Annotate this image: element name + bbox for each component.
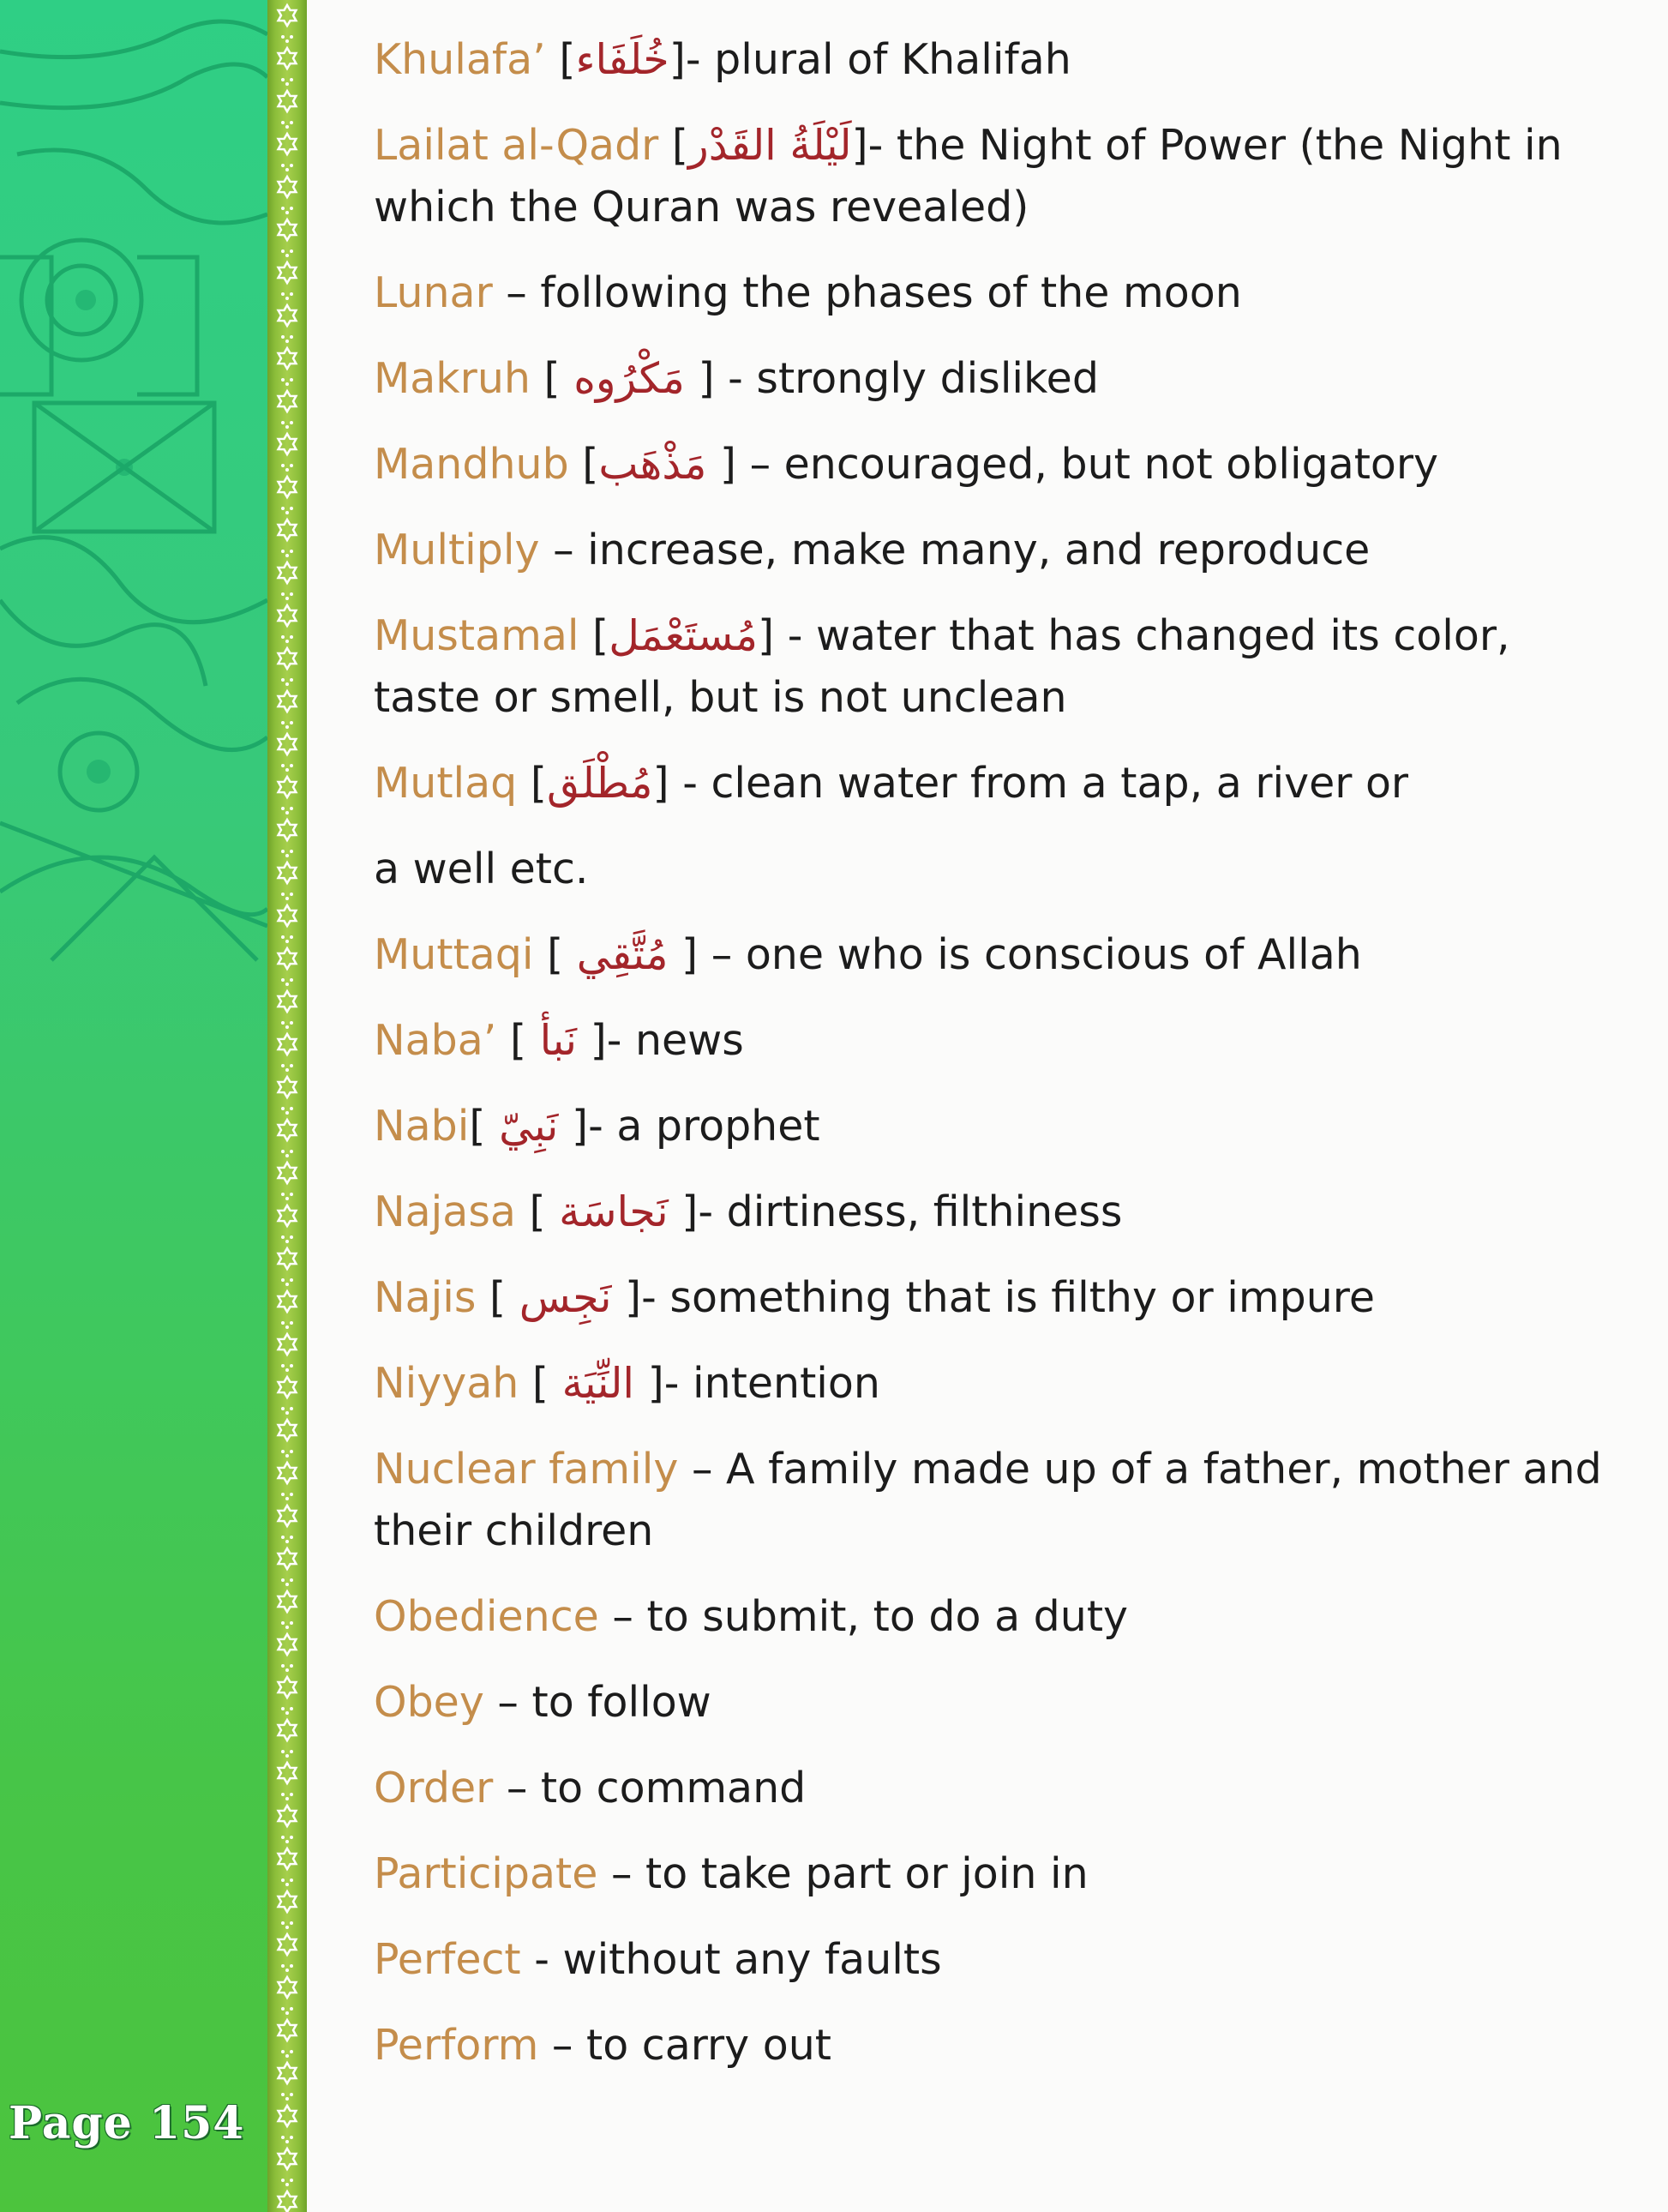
dot-ornament bbox=[290, 1750, 293, 1753]
star-ornament bbox=[279, 562, 297, 583]
entry-term: Obey bbox=[374, 1678, 484, 1727]
star-ornament bbox=[279, 1506, 297, 1526]
dot-ornament bbox=[281, 2093, 285, 2096]
glossary-entry bbox=[374, 753, 1617, 814]
dot-ornament bbox=[290, 1878, 293, 1882]
star-ornament bbox=[279, 1891, 297, 1912]
dot-ornament bbox=[281, 421, 285, 424]
star-ornament bbox=[279, 1591, 297, 1612]
glossary-entry bbox=[374, 839, 1617, 900]
glossary-entry bbox=[374, 1929, 1617, 1991]
entry-arabic: نَبأ bbox=[539, 1016, 578, 1065]
star-ornament bbox=[279, 1034, 297, 1055]
dot-ornament bbox=[290, 1921, 293, 1925]
glossary-entry bbox=[374, 115, 1617, 238]
dot-ornament bbox=[285, 1068, 289, 1072]
entry-post: – to submit, to do a duty bbox=[598, 1592, 1129, 1641]
dot-ornament bbox=[281, 1921, 285, 1925]
dot-ornament bbox=[290, 1578, 293, 1582]
dot-ornament bbox=[285, 1711, 289, 1715]
glossary-entry bbox=[374, 1586, 1617, 1648]
dot-ornament bbox=[285, 1325, 289, 1329]
star-ornament bbox=[279, 863, 297, 883]
dot-ornament bbox=[290, 1664, 293, 1668]
dot-ornament bbox=[285, 1197, 289, 1200]
dot-ornament bbox=[285, 2097, 289, 2101]
dot-ornament bbox=[281, 1321, 285, 1325]
dot-ornament bbox=[290, 1964, 293, 1968]
dot-ornament bbox=[281, 1707, 285, 1710]
entry-arabic: مَكْرُوه bbox=[573, 354, 685, 403]
entry-term: Nabi bbox=[374, 1102, 470, 1151]
dot-ornament bbox=[290, 550, 293, 553]
dot-ornament bbox=[285, 682, 289, 686]
star-ornament bbox=[279, 820, 297, 840]
dot-ornament bbox=[285, 554, 289, 557]
star-ornament bbox=[279, 305, 297, 326]
glossary-entry bbox=[374, 29, 1617, 91]
dot-ornament bbox=[281, 1536, 285, 1539]
entry-term: Naba’ bbox=[374, 1016, 497, 1065]
star-ornament bbox=[279, 948, 297, 969]
glossary-entry bbox=[374, 2015, 1617, 2077]
entry-post: ] - clean water from a tap, a river or bbox=[652, 759, 1409, 808]
dot-ornament bbox=[281, 378, 285, 382]
dot-ornament bbox=[285, 725, 289, 729]
dot-ornament bbox=[281, 2136, 285, 2139]
glossary-entry bbox=[374, 1758, 1617, 1819]
star-ornament bbox=[279, 1977, 297, 1998]
star-ornament bbox=[279, 348, 297, 369]
entry-pre: [ bbox=[545, 35, 576, 84]
star-ornament bbox=[279, 1848, 297, 1869]
dot-ornament bbox=[290, 78, 293, 81]
dot-ornament bbox=[290, 764, 293, 767]
star-ornament bbox=[279, 1077, 297, 1097]
dot-ornament bbox=[290, 678, 293, 682]
dot-ornament bbox=[290, 335, 293, 339]
star-ornament bbox=[279, 2149, 297, 2169]
glossary-entry bbox=[374, 1439, 1617, 1562]
star-ornament bbox=[279, 1248, 297, 1269]
entry-post: – following the phases of the moon bbox=[492, 268, 1242, 317]
star-ornament bbox=[279, 991, 297, 1012]
entry-pre: [ bbox=[496, 1016, 540, 1065]
glossary-entry bbox=[374, 1672, 1617, 1734]
dot-ornament bbox=[281, 1278, 285, 1282]
entry-term: Mustamal bbox=[374, 611, 579, 660]
dot-ornament bbox=[281, 335, 285, 339]
dot-ornament bbox=[285, 511, 289, 514]
dot-ornament bbox=[281, 1836, 285, 1839]
star-ornament bbox=[279, 477, 297, 497]
dot-ornament bbox=[285, 1497, 289, 1500]
dot-ornament bbox=[290, 35, 293, 39]
dot-ornament bbox=[285, 382, 289, 386]
dot-ornament bbox=[285, 1668, 289, 1672]
dot-ornament bbox=[290, 1364, 293, 1367]
dot-ornament bbox=[290, 978, 293, 982]
entry-pre: [ bbox=[517, 759, 547, 808]
dot-ornament bbox=[285, 254, 289, 257]
decorative-panel bbox=[0, 0, 267, 2212]
entry-arabic: خُلَفَاء bbox=[575, 35, 669, 84]
entry-post: ]- dirtiness, filthiness bbox=[668, 1187, 1123, 1236]
dot-ornament bbox=[281, 1450, 285, 1453]
dot-ornament bbox=[290, 2050, 293, 2053]
star-ornament bbox=[279, 1205, 297, 1226]
dot-ornament bbox=[285, 1540, 289, 1543]
star-ornament bbox=[279, 1420, 297, 1440]
dot-ornament bbox=[290, 635, 293, 639]
dot-ornament bbox=[281, 1578, 285, 1582]
dot-ornament bbox=[290, 893, 293, 896]
dot-ornament bbox=[281, 249, 285, 253]
glossary-entry bbox=[374, 1010, 1617, 1072]
entry-pre: [ bbox=[530, 354, 574, 403]
entry-term: Multiply bbox=[374, 526, 540, 574]
entry-post: ] - water that has changed its color, taste or smell, but is not unclean bbox=[374, 611, 1510, 722]
dot-ornament bbox=[285, 940, 289, 943]
star-ornament bbox=[279, 734, 297, 754]
dot-ornament bbox=[290, 164, 293, 167]
entry-post: ]- the Night of Power (the Night in which the Quran was revealed) bbox=[374, 121, 1563, 231]
entry-arabic: نَجِس bbox=[519, 1273, 612, 1322]
entry-arabic: مُطْلَق bbox=[547, 759, 653, 808]
dot-ornament bbox=[290, 1450, 293, 1453]
entry-term: Participate bbox=[374, 1849, 598, 1898]
dot-ornament bbox=[281, 1150, 285, 1153]
entry-post: ]- a prophet bbox=[558, 1102, 820, 1151]
dot-ornament bbox=[285, 2183, 289, 2186]
glossary-entry bbox=[374, 1267, 1617, 1329]
dot-ornament bbox=[285, 468, 289, 472]
dot-ornament bbox=[285, 1883, 289, 1886]
dot-ornament bbox=[285, 983, 289, 986]
entry-post: ] – one who is conscious of Allah bbox=[668, 930, 1362, 979]
entry-term: Lailat al-Qadr bbox=[374, 121, 659, 170]
arabesque-ornament bbox=[0, 0, 267, 995]
entry-arabic: نَجاسَة bbox=[559, 1187, 669, 1236]
glossary-entry bbox=[374, 1096, 1617, 1157]
entry-term: Najasa bbox=[374, 1187, 516, 1236]
dot-ornament bbox=[290, 121, 293, 124]
dot-ornament bbox=[290, 464, 293, 467]
entry-term: Obedience bbox=[374, 1592, 599, 1641]
dot-ornament bbox=[281, 1064, 285, 1067]
dot-ornament bbox=[290, 721, 293, 724]
dot-ornament bbox=[285, 854, 289, 857]
entry-arabic: النِّيَة bbox=[561, 1359, 635, 1408]
dot-ornament bbox=[290, 1193, 293, 1196]
dot-ornament bbox=[285, 1754, 289, 1758]
dot-ornament bbox=[281, 2050, 285, 2053]
entry-arabic: نَبِيّ bbox=[499, 1102, 559, 1151]
dot-ornament bbox=[281, 464, 285, 467]
entry-arabic: مَذْهَب bbox=[598, 440, 707, 489]
dot-ornament bbox=[285, 1840, 289, 1843]
dot-ornament bbox=[285, 2054, 289, 2058]
dot-ornament bbox=[290, 1793, 293, 1796]
star-ornament bbox=[279, 2191, 297, 2212]
star-ornament bbox=[279, 1934, 297, 1955]
dot-ornament bbox=[285, 640, 289, 643]
entry-term: Perform bbox=[374, 2021, 539, 2070]
dot-ornament bbox=[290, 249, 293, 253]
entry-post: a well etc. bbox=[374, 845, 589, 893]
dot-ornament bbox=[281, 1107, 285, 1110]
dot-ornament bbox=[285, 2011, 289, 2015]
dot-ornament bbox=[281, 1878, 285, 1882]
dot-ornament bbox=[285, 1969, 289, 1972]
dot-ornament bbox=[285, 1154, 289, 1157]
star-ornament bbox=[279, 1548, 297, 1569]
glossary-entry bbox=[374, 262, 1617, 324]
star-ornament bbox=[279, 1677, 297, 1698]
decorative-border-strip bbox=[267, 0, 307, 2212]
entry-arabic: مُستَعْمَل bbox=[609, 611, 759, 660]
dot-ornament bbox=[281, 1793, 285, 1796]
star-border-pattern bbox=[267, 0, 307, 2212]
dot-ornament bbox=[281, 678, 285, 682]
glossary-entry bbox=[374, 1181, 1617, 1243]
entry-post: ] – encouraged, but not obligatory bbox=[706, 440, 1439, 489]
star-ornament bbox=[279, 2020, 297, 2041]
dot-ornament bbox=[290, 1278, 293, 1282]
dot-ornament bbox=[281, 721, 285, 724]
dot-ornament bbox=[281, 2179, 285, 2182]
star-ornament bbox=[279, 177, 297, 197]
dot-ornament bbox=[290, 1536, 293, 1539]
dot-ornament bbox=[281, 978, 285, 982]
dot-ornament bbox=[290, 292, 293, 296]
dot-ornament bbox=[285, 168, 289, 171]
dot-ornament bbox=[281, 35, 285, 39]
entry-pre: [ bbox=[469, 1102, 500, 1151]
entry-term: Mutlaq bbox=[374, 759, 518, 808]
entry-pre: [ bbox=[658, 121, 689, 170]
entry-post: – to follow bbox=[483, 1678, 711, 1727]
dot-ornament bbox=[281, 1621, 285, 1625]
star-ornament bbox=[279, 2063, 297, 2083]
dot-ornament bbox=[281, 807, 285, 810]
star-ornament bbox=[279, 1463, 297, 1483]
star-ornament bbox=[279, 1120, 297, 1140]
dot-ornament bbox=[281, 507, 285, 510]
entry-post: – increase, make many, and reproduce bbox=[539, 526, 1371, 574]
entry-arabic: مُتَّقِي bbox=[576, 930, 669, 979]
dot-ornament bbox=[285, 1583, 289, 1586]
dot-ornament bbox=[285, 597, 289, 600]
dot-ornament bbox=[290, 207, 293, 210]
entry-post: – A family made up of a father, mother and their children bbox=[374, 1445, 1602, 1555]
entry-pre: [ bbox=[533, 930, 577, 979]
entry-pre: [ bbox=[568, 440, 599, 489]
entry-pre: [ bbox=[519, 1359, 562, 1408]
dot-ornament bbox=[285, 82, 289, 86]
star-ornament bbox=[279, 777, 297, 797]
star-ornament bbox=[279, 905, 297, 926]
dot-ornament bbox=[290, 1235, 293, 1239]
entry-post: – to take part or join in bbox=[597, 1849, 1089, 1898]
dot-ornament bbox=[285, 1025, 289, 1029]
star-ornament bbox=[279, 434, 297, 454]
dot-ornament bbox=[290, 592, 293, 596]
dot-ornament bbox=[281, 207, 285, 210]
glossary-entry bbox=[374, 520, 1617, 581]
dot-ornament bbox=[290, 850, 293, 853]
dot-ornament bbox=[290, 507, 293, 510]
entry-pre: [ bbox=[476, 1273, 519, 1322]
star-ornament bbox=[279, 1163, 297, 1183]
dot-ornament bbox=[285, 125, 289, 129]
star-ornament bbox=[279, 2106, 297, 2126]
dot-ornament bbox=[281, 1021, 285, 1025]
dot-ornament bbox=[290, 2179, 293, 2182]
star-ornament bbox=[279, 91, 297, 111]
entry-pre: [ bbox=[515, 1187, 560, 1236]
entry-term: Makruh bbox=[374, 354, 531, 403]
dot-ornament bbox=[290, 1150, 293, 1153]
entry-pre: [ bbox=[579, 611, 609, 660]
dot-ornament bbox=[290, 2093, 293, 2096]
dot-ornament bbox=[285, 1111, 289, 1115]
entry-term: Niyyah bbox=[374, 1359, 519, 1408]
star-ornament bbox=[279, 1291, 297, 1312]
dot-ornament bbox=[290, 1493, 293, 1496]
dot-ornament bbox=[290, 1021, 293, 1025]
star-ornament bbox=[279, 48, 297, 69]
dot-ornament bbox=[285, 1926, 289, 1929]
dot-ornament bbox=[285, 1240, 289, 1243]
star-ornament bbox=[279, 262, 297, 283]
dot-ornament bbox=[285, 811, 289, 814]
dot-ornament bbox=[281, 764, 285, 767]
dot-ornament bbox=[281, 1407, 285, 1410]
dot-ornament bbox=[285, 1368, 289, 1372]
dot-ornament bbox=[281, 1664, 285, 1668]
star-ornament bbox=[279, 1763, 297, 1783]
dot-ornament bbox=[290, 2007, 293, 2011]
star-ornament bbox=[279, 391, 297, 412]
dot-ornament bbox=[290, 1836, 293, 1839]
dot-ornament bbox=[290, 1064, 293, 1067]
star-ornament bbox=[279, 691, 297, 712]
dot-ornament bbox=[281, 893, 285, 896]
dot-ornament bbox=[290, 935, 293, 939]
dot-ornament bbox=[290, 1621, 293, 1625]
glossary-entry bbox=[374, 348, 1617, 410]
entry-arabic: لَيْلَةُ القَدْر bbox=[688, 121, 852, 170]
dot-ornament bbox=[285, 1797, 289, 1800]
glossary-entry bbox=[374, 605, 1617, 729]
entry-term: Muttaqi bbox=[374, 930, 534, 979]
dot-ornament bbox=[290, 1321, 293, 1325]
dot-ornament bbox=[285, 39, 289, 43]
star-ornament bbox=[279, 1720, 297, 1740]
entry-term: Perfect bbox=[374, 1935, 521, 1984]
entry-post: ]- plural of Khalifah bbox=[669, 35, 1071, 84]
dot-ornament bbox=[285, 768, 289, 772]
entry-term: Mandhub bbox=[374, 440, 569, 489]
dot-ornament bbox=[285, 1454, 289, 1458]
dot-ornament bbox=[285, 340, 289, 343]
dot-ornament bbox=[285, 2140, 289, 2143]
dot-ornament bbox=[285, 1411, 289, 1415]
dot-ornament bbox=[281, 78, 285, 81]
dot-ornament bbox=[281, 1235, 285, 1239]
entry-post: ]- something that is filthy or impure bbox=[611, 1273, 1375, 1322]
star-ornament bbox=[279, 1334, 297, 1355]
entry-post: – to command bbox=[493, 1764, 807, 1812]
dot-ornament bbox=[281, 592, 285, 596]
dot-ornament bbox=[281, 635, 285, 639]
dot-ornament bbox=[290, 1707, 293, 1710]
star-ornament bbox=[279, 5, 297, 26]
dot-ornament bbox=[281, 850, 285, 853]
dot-ornament bbox=[290, 1407, 293, 1410]
dot-ornament bbox=[285, 425, 289, 429]
glossary-entry bbox=[374, 1843, 1617, 1905]
dot-ornament bbox=[285, 1626, 289, 1629]
dot-ornament bbox=[281, 550, 285, 553]
entry-term: Nuclear family bbox=[374, 1445, 679, 1494]
star-ornament bbox=[279, 134, 297, 154]
star-ornament bbox=[279, 520, 297, 540]
dot-ornament bbox=[281, 1364, 285, 1367]
star-ornament bbox=[279, 648, 297, 669]
dot-ornament bbox=[281, 164, 285, 167]
star-ornament bbox=[279, 1634, 297, 1655]
glossary-entry bbox=[374, 434, 1617, 496]
dot-ornament bbox=[281, 292, 285, 296]
dot-ornament bbox=[290, 378, 293, 382]
dot-ornament bbox=[281, 935, 285, 939]
dot-ornament bbox=[285, 897, 289, 900]
dot-ornament bbox=[285, 1283, 289, 1286]
page-number: Page 154 bbox=[9, 2097, 245, 2149]
glossary-entry bbox=[374, 924, 1617, 986]
dot-ornament bbox=[290, 1107, 293, 1110]
dot-ornament bbox=[281, 1964, 285, 1968]
entry-post: ]- news bbox=[577, 1016, 744, 1065]
dot-ornament bbox=[281, 1193, 285, 1196]
entry-term: Lunar bbox=[374, 268, 493, 317]
entry-post: – to carry out bbox=[538, 2021, 831, 2070]
star-ornament bbox=[279, 1806, 297, 1826]
entry-post: ] - strongly disliked bbox=[684, 354, 1099, 403]
dot-ornament bbox=[285, 211, 289, 214]
dot-ornament bbox=[281, 121, 285, 124]
entry-term: Najis bbox=[374, 1273, 477, 1322]
star-ornament bbox=[279, 1377, 297, 1398]
entry-term: Order bbox=[374, 1764, 494, 1812]
dot-ornament bbox=[281, 1493, 285, 1496]
dot-ornament bbox=[281, 1750, 285, 1753]
star-ornament bbox=[279, 219, 297, 240]
entry-post: - without any faults bbox=[520, 1935, 942, 1984]
entry-term: Khulafa’ bbox=[374, 35, 546, 84]
dot-ornament bbox=[290, 421, 293, 424]
star-ornament bbox=[279, 605, 297, 626]
dot-ornament bbox=[281, 2007, 285, 2011]
entry-post: ]- intention bbox=[634, 1359, 880, 1408]
dot-ornament bbox=[290, 2136, 293, 2139]
glossary-entry bbox=[374, 1353, 1617, 1415]
dot-ornament bbox=[285, 297, 289, 300]
dot-ornament bbox=[290, 807, 293, 810]
